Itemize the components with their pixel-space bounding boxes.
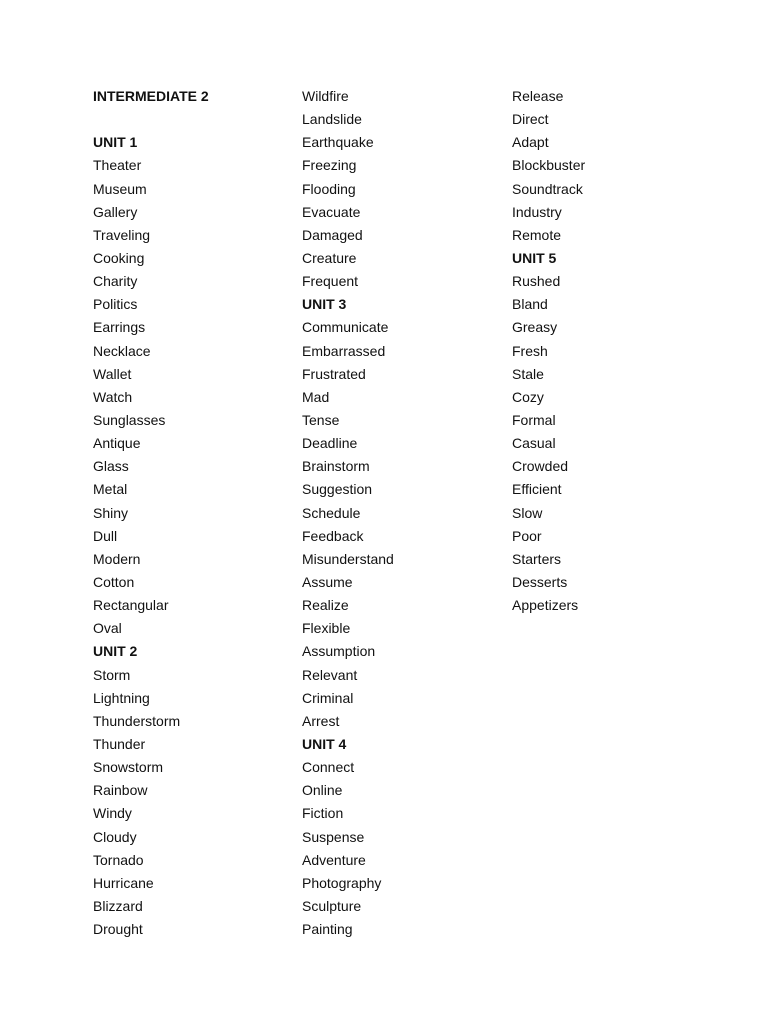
vocabulary-word: Oval bbox=[93, 620, 122, 637]
vocabulary-word: Thunderstorm bbox=[93, 712, 181, 729]
vocabulary-word: Suspense bbox=[302, 828, 365, 845]
vocabulary-word: Earthquake bbox=[302, 134, 374, 151]
vocabulary-word: Industry bbox=[512, 203, 562, 220]
vocabulary-word: Remote bbox=[512, 226, 562, 243]
section-heading: UNIT 2 bbox=[93, 643, 138, 660]
vocabulary-word: Suggestion bbox=[302, 481, 373, 498]
vocabulary-word: Painting bbox=[302, 921, 353, 938]
vocabulary-word: Metal bbox=[93, 481, 128, 498]
vocabulary-word: Flexible bbox=[302, 620, 351, 637]
vocabulary-word: Sculpture bbox=[302, 897, 362, 914]
vocabulary-word: Hurricane bbox=[93, 874, 154, 891]
vocabulary-word: Dull bbox=[93, 527, 118, 544]
vocabulary-word: Modern bbox=[93, 550, 141, 567]
vocabulary-word: Gallery bbox=[93, 203, 138, 220]
vocabulary-word: Release bbox=[512, 88, 564, 104]
vocabulary-word: Soundtrack bbox=[512, 180, 583, 197]
vocabulary-word: Photography bbox=[302, 874, 382, 891]
vocabulary-word: Traveling bbox=[93, 226, 151, 243]
word-column-1 bbox=[93, 85, 293, 941]
vocabulary-word: Watch bbox=[93, 388, 133, 405]
vocabulary-word: Museum bbox=[93, 180, 147, 197]
vocabulary-word: Appetizers bbox=[512, 597, 579, 614]
vocabulary-word: Cloudy bbox=[93, 828, 137, 845]
vocabulary-word: Earrings bbox=[93, 319, 146, 336]
vocabulary-word: Slow bbox=[512, 504, 543, 521]
vocabulary-word: Crowded bbox=[512, 458, 569, 475]
vocabulary-word: Glass bbox=[93, 458, 129, 475]
vocabulary-word: Direct bbox=[512, 111, 549, 128]
vocabulary-word: Rectangular bbox=[93, 597, 169, 614]
vocabulary-word: Criminal bbox=[302, 689, 354, 706]
vocabulary-word: Frequent bbox=[302, 273, 359, 290]
vocabulary-word: Antique bbox=[93, 435, 141, 452]
section-heading: UNIT 1 bbox=[93, 134, 138, 151]
word-column-3 bbox=[512, 85, 712, 617]
vocabulary-word: Misunderstand bbox=[302, 550, 394, 567]
vocabulary-word: Landslide bbox=[302, 111, 362, 128]
vocabulary-word: Connect bbox=[302, 759, 355, 776]
vocabulary-word: Rainbow bbox=[93, 782, 148, 799]
vocabulary-word: Poor bbox=[512, 527, 542, 544]
vocabulary-word: Storm bbox=[93, 666, 131, 683]
blank-line bbox=[93, 108, 293, 131]
vocabulary-word: Cooking bbox=[93, 249, 145, 266]
vocabulary-word: Online bbox=[302, 782, 343, 799]
vocabulary-word: Stale bbox=[512, 365, 544, 382]
vocabulary-word: Lightning bbox=[93, 689, 150, 706]
vocabulary-word: Deadline bbox=[302, 435, 358, 452]
vocabulary-word: Efficient bbox=[512, 481, 562, 498]
vocabulary-word: Feedback bbox=[302, 527, 364, 544]
vocabulary-word: Schedule bbox=[302, 504, 361, 521]
vocabulary-word: Fiction bbox=[302, 805, 344, 822]
vocabulary-word: Assume bbox=[302, 573, 353, 590]
vocabulary-word: Evacuate bbox=[302, 203, 361, 220]
vocabulary-word: Relevant bbox=[302, 666, 358, 683]
vocabulary-word: Assumption bbox=[302, 643, 376, 660]
vocabulary-word: Freezing bbox=[302, 157, 357, 174]
section-heading: UNIT 3 bbox=[302, 296, 347, 313]
vocabulary-word: Tornado bbox=[93, 851, 144, 868]
vocabulary-word: Charity bbox=[93, 273, 138, 290]
vocabulary-word: Damaged bbox=[302, 226, 363, 243]
vocabulary-word: Adventure bbox=[302, 851, 366, 868]
vocabulary-word: Thunder bbox=[93, 735, 146, 752]
vocabulary-word: Bland bbox=[512, 296, 548, 313]
vocabulary-word: Shiny bbox=[93, 504, 129, 521]
vocabulary-word: Adapt bbox=[512, 134, 549, 151]
vocabulary-word: Wallet bbox=[93, 365, 132, 382]
section-heading: INTERMEDIATE 2 bbox=[93, 88, 209, 104]
vocabulary-word: Cotton bbox=[93, 573, 135, 590]
vocabulary-word: Rushed bbox=[512, 273, 561, 290]
vocabulary-word: Communicate bbox=[302, 319, 389, 336]
vocabulary-word: Embarrassed bbox=[302, 342, 386, 359]
vocabulary-word: Brainstorm bbox=[302, 458, 370, 475]
vocabulary-word: Theater bbox=[93, 157, 142, 174]
vocabulary-word: Casual bbox=[512, 435, 556, 452]
vocabulary-word: Frustrated bbox=[302, 365, 366, 382]
word-column-2 bbox=[302, 85, 502, 941]
section-heading: UNIT 4 bbox=[302, 735, 347, 752]
vocabulary-word: Arrest bbox=[302, 712, 340, 729]
vocabulary-word: Flooding bbox=[302, 180, 356, 197]
vocabulary-word: Politics bbox=[93, 296, 138, 313]
vocabulary-word: Necklace bbox=[93, 342, 151, 359]
vocabulary-word: Mad bbox=[302, 388, 330, 405]
vocabulary-word: Realize bbox=[302, 597, 349, 614]
vocabulary-word: Snowstorm bbox=[93, 759, 164, 776]
vocabulary-word: Fresh bbox=[512, 342, 548, 359]
vocabulary-word: Blockbuster bbox=[512, 157, 586, 174]
vocabulary-word: Drought bbox=[93, 921, 143, 938]
vocabulary-word: Sunglasses bbox=[93, 411, 166, 428]
vocabulary-word: Desserts bbox=[512, 573, 568, 590]
vocabulary-word: Starters bbox=[512, 550, 562, 567]
vocabulary-word: Wildfire bbox=[302, 88, 349, 104]
vocabulary-word: Tense bbox=[302, 411, 340, 428]
vocabulary-word: Greasy bbox=[512, 319, 558, 336]
vocabulary-word: Creature bbox=[302, 249, 357, 266]
section-heading: UNIT 5 bbox=[512, 249, 557, 266]
vocabulary-word: Formal bbox=[512, 411, 556, 428]
vocabulary-word: Cozy bbox=[512, 388, 544, 405]
vocabulary-word: Blizzard bbox=[93, 897, 143, 914]
vocabulary-word: Windy bbox=[93, 805, 132, 822]
